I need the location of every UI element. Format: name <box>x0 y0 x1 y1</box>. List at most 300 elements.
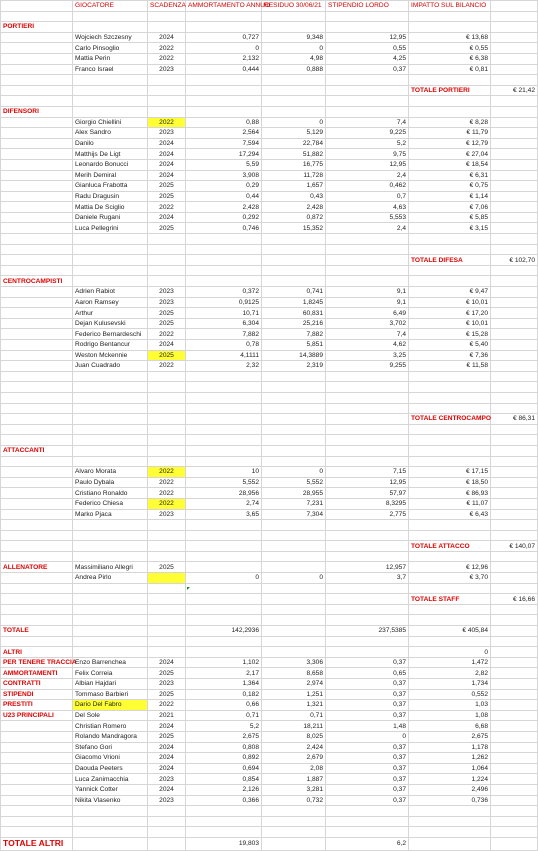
cell[interactable]: € 11,58 <box>409 361 491 372</box>
cell[interactable] <box>1 615 73 626</box>
cell[interactable]: 2024 <box>148 784 186 795</box>
cell[interactable] <box>491 382 538 393</box>
cell[interactable] <box>491 64 538 75</box>
cell[interactable] <box>73 541 148 552</box>
cell[interactable]: 0 <box>326 731 409 742</box>
cell[interactable] <box>1 477 73 488</box>
cell[interactable]: 2024 <box>148 721 186 732</box>
cell[interactable]: 0,888 <box>262 64 326 75</box>
cell[interactable] <box>326 827 409 838</box>
cell[interactable] <box>148 583 186 594</box>
cell[interactable] <box>326 22 409 33</box>
cell[interactable]: Matthijs De Ligt <box>73 149 148 160</box>
cell[interactable]: 1,102 <box>186 657 262 668</box>
cell[interactable] <box>1 721 73 732</box>
cell[interactable] <box>409 276 491 287</box>
cell[interactable] <box>326 276 409 287</box>
cell[interactable] <box>148 371 186 382</box>
cell[interactable]: Franco Israel <box>73 64 148 75</box>
cell[interactable]: 0,732 <box>262 795 326 806</box>
cell[interactable]: Gianluca Frabotta <box>73 181 148 192</box>
cell[interactable]: ATTACCANTI <box>1 445 73 456</box>
cell[interactable]: 2024 <box>148 159 186 170</box>
cell[interactable] <box>73 85 148 96</box>
cell[interactable]: 0 <box>262 467 326 478</box>
cell[interactable]: Felix Correia <box>73 668 148 679</box>
cell[interactable] <box>491 573 538 584</box>
cell[interactable]: 11,728 <box>262 170 326 181</box>
cell[interactable] <box>1 255 73 266</box>
cell[interactable] <box>491 456 538 467</box>
cell[interactable]: 6,68 <box>409 721 491 732</box>
cell[interactable]: 8,658 <box>262 668 326 679</box>
cell[interactable] <box>409 22 491 33</box>
cell[interactable]: CONTRATTI <box>1 679 73 690</box>
cell[interactable] <box>491 22 538 33</box>
cell[interactable] <box>326 234 409 245</box>
cell[interactable] <box>186 530 262 541</box>
cell[interactable] <box>1 308 73 319</box>
cell[interactable] <box>186 445 262 456</box>
cell[interactable]: Rodrigo Bentancur <box>73 340 148 351</box>
cell[interactable]: 2,679 <box>262 753 326 764</box>
cell[interactable] <box>186 403 262 414</box>
cell[interactable]: 60,831 <box>262 308 326 319</box>
cell[interactable]: Leonardo Bonucci <box>73 159 148 170</box>
cell[interactable]: 7,231 <box>262 498 326 509</box>
cell[interactable] <box>73 403 148 414</box>
cell[interactable]: Massimiliano Allegri <box>73 562 148 573</box>
cell[interactable]: 7,882 <box>186 329 262 340</box>
cell[interactable] <box>326 244 409 255</box>
cell[interactable] <box>491 202 538 213</box>
cell[interactable]: 0,37 <box>326 64 409 75</box>
cell[interactable] <box>73 382 148 393</box>
cell[interactable]: 2024 <box>148 212 186 223</box>
cell[interactable]: € 11,07 <box>409 498 491 509</box>
cell[interactable] <box>491 774 538 785</box>
cell[interactable] <box>186 234 262 245</box>
cell[interactable] <box>1 816 73 827</box>
cell[interactable]: 0,808 <box>186 742 262 753</box>
cell[interactable]: 0,736 <box>409 795 491 806</box>
cell[interactable]: € 21,42 <box>491 85 538 96</box>
cell[interactable] <box>73 827 148 838</box>
cell[interactable] <box>491 731 538 742</box>
cell[interactable]: Yannick Cotter <box>73 784 148 795</box>
cell[interactable] <box>491 784 538 795</box>
cell[interactable]: 0,71 <box>262 710 326 721</box>
cell[interactable] <box>491 244 538 255</box>
cell[interactable] <box>148 382 186 393</box>
cell[interactable]: 0,892 <box>186 753 262 764</box>
cell[interactable] <box>326 392 409 403</box>
cell[interactable]: 10,71 <box>186 308 262 319</box>
cell[interactable]: 2025 <box>148 350 186 361</box>
cell[interactable]: 2,675 <box>409 731 491 742</box>
cell[interactable]: 7,4 <box>326 117 409 128</box>
cell[interactable] <box>326 520 409 531</box>
cell[interactable]: Alvaro Morata <box>73 467 148 478</box>
cell[interactable] <box>491 75 538 86</box>
cell[interactable]: 12,95 <box>326 477 409 488</box>
column-header[interactable] <box>491 1 538 12</box>
cell[interactable] <box>491 467 538 478</box>
cell[interactable] <box>262 541 326 552</box>
cell[interactable]: 2,82 <box>409 668 491 679</box>
cell[interactable]: 9,348 <box>262 32 326 43</box>
cell[interactable] <box>186 816 262 827</box>
cell[interactable]: 9,1 <box>326 297 409 308</box>
cell[interactable]: STIPENDI <box>1 689 73 700</box>
cell[interactable]: 2,496 <box>409 784 491 795</box>
cell[interactable] <box>1 297 73 308</box>
cell[interactable]: 2023 <box>148 509 186 520</box>
cell[interactable] <box>491 806 538 817</box>
cell[interactable] <box>491 212 538 223</box>
cell[interactable] <box>1 806 73 817</box>
cell[interactable] <box>1 435 73 446</box>
cell[interactable] <box>409 403 491 414</box>
cell[interactable] <box>73 551 148 562</box>
cell[interactable] <box>1 424 73 435</box>
cell[interactable] <box>326 106 409 117</box>
cell[interactable]: Juan Cuadrado <box>73 361 148 372</box>
cell[interactable]: 2023 <box>148 128 186 139</box>
cell[interactable]: 7,4 <box>326 329 409 340</box>
cell[interactable] <box>409 456 491 467</box>
cell[interactable] <box>491 392 538 403</box>
cell[interactable]: 2023 <box>148 774 186 785</box>
cell[interactable] <box>491 11 538 22</box>
cell[interactable] <box>491 477 538 488</box>
cell[interactable]: 5,552 <box>186 477 262 488</box>
cell[interactable]: Wojciech Szczesny <box>73 32 148 43</box>
cell[interactable] <box>186 11 262 22</box>
cell[interactable]: € 0,75 <box>409 181 491 192</box>
cell[interactable] <box>1 138 73 149</box>
cell[interactable]: Albian Hajdari <box>73 679 148 690</box>
cell[interactable]: € 17,20 <box>409 308 491 319</box>
cell[interactable] <box>491 837 538 850</box>
cell[interactable] <box>1 11 73 22</box>
cell[interactable] <box>409 636 491 647</box>
cell[interactable] <box>326 541 409 552</box>
cell[interactable] <box>148 403 186 414</box>
cell[interactable] <box>186 551 262 562</box>
cell[interactable]: Alex Sandro <box>73 128 148 139</box>
cell[interactable] <box>262 647 326 658</box>
cell[interactable]: DIFENSORI <box>1 106 73 117</box>
cell[interactable]: 142,2936 <box>186 626 262 637</box>
cell[interactable] <box>491 583 538 594</box>
cell[interactable]: 2023 <box>148 679 186 690</box>
cell[interactable]: 0,78 <box>186 340 262 351</box>
cell[interactable]: 3,7 <box>326 573 409 584</box>
cell[interactable]: 5,553 <box>326 212 409 223</box>
cell[interactable]: 12,95 <box>326 159 409 170</box>
cell[interactable] <box>186 615 262 626</box>
cell[interactable] <box>491 340 538 351</box>
cell[interactable]: Federico Bernardeschi <box>73 329 148 340</box>
cell[interactable] <box>1 604 73 615</box>
cell[interactable] <box>73 75 148 86</box>
cell[interactable] <box>262 234 326 245</box>
cell[interactable]: 0,182 <box>186 689 262 700</box>
cell[interactable] <box>73 22 148 33</box>
cell[interactable]: 2,32 <box>186 361 262 372</box>
cell[interactable] <box>148 424 186 435</box>
cell[interactable] <box>73 244 148 255</box>
cell[interactable]: 7,304 <box>262 509 326 520</box>
cell[interactable] <box>262 22 326 33</box>
cell[interactable] <box>186 562 262 573</box>
cell[interactable] <box>186 265 262 276</box>
cell[interactable]: € 8,28 <box>409 117 491 128</box>
cell[interactable]: 51,882 <box>262 149 326 160</box>
cell[interactable] <box>409 382 491 393</box>
cell[interactable] <box>73 456 148 467</box>
cell[interactable] <box>262 626 326 637</box>
cell[interactable]: 8,3295 <box>326 498 409 509</box>
cell[interactable] <box>1 488 73 499</box>
cell[interactable]: CENTROCAMPISTI <box>1 276 73 287</box>
cell[interactable]: 2021 <box>148 710 186 721</box>
cell[interactable] <box>148 816 186 827</box>
cell[interactable] <box>148 445 186 456</box>
cell[interactable] <box>262 445 326 456</box>
cell[interactable] <box>186 414 262 425</box>
cell[interactable]: 2024 <box>148 753 186 764</box>
cell[interactable] <box>1 350 73 361</box>
cell[interactable] <box>186 276 262 287</box>
cell[interactable]: Enzo Barrenchea <box>73 657 148 668</box>
cell[interactable]: € 102,70 <box>491 255 538 266</box>
cell[interactable] <box>491 827 538 838</box>
cell[interactable] <box>148 85 186 96</box>
cell[interactable]: 3,65 <box>186 509 262 520</box>
cell[interactable]: € 11,79 <box>409 128 491 139</box>
cell[interactable]: 0,29 <box>186 181 262 192</box>
cell[interactable] <box>262 265 326 276</box>
cell[interactable]: 0,37 <box>326 657 409 668</box>
cell[interactable] <box>326 530 409 541</box>
cell[interactable] <box>1 96 73 107</box>
cell[interactable] <box>73 626 148 637</box>
cell[interactable] <box>186 382 262 393</box>
cell[interactable] <box>186 806 262 817</box>
cell[interactable]: Nikita Vlasenko <box>73 795 148 806</box>
cell[interactable] <box>148 604 186 615</box>
cell[interactable] <box>491 689 538 700</box>
cell[interactable]: 0,37 <box>326 710 409 721</box>
cell[interactable] <box>148 22 186 33</box>
cell[interactable] <box>148 827 186 838</box>
cell[interactable]: PER TENERE TRACCIA <box>1 657 73 668</box>
cell[interactable] <box>326 255 409 266</box>
cell[interactable]: Cristiano Ronaldo <box>73 488 148 499</box>
cell[interactable] <box>262 244 326 255</box>
cell[interactable]: 7,15 <box>326 467 409 478</box>
cell[interactable] <box>1 287 73 298</box>
cell[interactable]: 3,25 <box>326 350 409 361</box>
cell[interactable]: 7,882 <box>262 329 326 340</box>
cell[interactable]: 5,851 <box>262 340 326 351</box>
cell[interactable] <box>409 371 491 382</box>
cell[interactable] <box>148 234 186 245</box>
column-header[interactable] <box>1 1 73 12</box>
cell[interactable]: € 6,43 <box>409 509 491 520</box>
cell[interactable]: 0,9125 <box>186 297 262 308</box>
cell[interactable]: 9,1 <box>326 287 409 298</box>
cell[interactable]: U23 PRINCIPALI <box>1 710 73 721</box>
cell[interactable] <box>491 287 538 298</box>
cell[interactable]: € 140,07 <box>491 541 538 552</box>
cell[interactable] <box>148 276 186 287</box>
cell[interactable]: 9,75 <box>326 149 409 160</box>
cell[interactable]: Andrea Pirlo <box>73 573 148 584</box>
cell[interactable]: € 0,55 <box>409 43 491 54</box>
cell[interactable] <box>262 594 326 605</box>
cell[interactable]: 2024 <box>148 763 186 774</box>
cell[interactable]: Arthur <box>73 308 148 319</box>
cell[interactable]: 1,321 <box>262 700 326 711</box>
cell[interactable] <box>1 318 73 329</box>
cell[interactable] <box>1 731 73 742</box>
cell[interactable] <box>409 234 491 245</box>
cell[interactable] <box>326 414 409 425</box>
cell[interactable]: Luca Pellegrini <box>73 223 148 234</box>
cell[interactable]: 4,25 <box>326 53 409 64</box>
cell[interactable] <box>186 371 262 382</box>
cell[interactable]: PORTIERI <box>1 22 73 33</box>
cell[interactable] <box>1 149 73 160</box>
cell[interactable] <box>491 223 538 234</box>
cell[interactable] <box>326 445 409 456</box>
cell[interactable]: € 5,85 <box>409 212 491 223</box>
cell[interactable] <box>409 615 491 626</box>
cell[interactable] <box>262 435 326 446</box>
cell[interactable] <box>491 329 538 340</box>
cell[interactable] <box>1 329 73 340</box>
cell[interactable] <box>1 64 73 75</box>
cell[interactable]: 2024 <box>148 742 186 753</box>
cell[interactable]: 17,294 <box>186 149 262 160</box>
cell[interactable] <box>73 371 148 382</box>
cell[interactable]: 0,854 <box>186 774 262 785</box>
cell[interactable] <box>1 784 73 795</box>
cell[interactable] <box>148 244 186 255</box>
cell[interactable]: Daouda Peeters <box>73 763 148 774</box>
cell[interactable] <box>148 11 186 22</box>
cell[interactable]: 1,8245 <box>262 297 326 308</box>
cell[interactable] <box>491 181 538 192</box>
cell[interactable] <box>73 837 148 850</box>
cell[interactable]: 0,366 <box>186 795 262 806</box>
cell[interactable] <box>491 371 538 382</box>
cell[interactable] <box>491 626 538 637</box>
cell[interactable] <box>186 594 262 605</box>
cell[interactable] <box>491 795 538 806</box>
cell[interactable]: 2022 <box>148 700 186 711</box>
cell[interactable]: 2,4 <box>326 170 409 181</box>
cell[interactable]: 2025 <box>148 181 186 192</box>
cell[interactable]: 57,97 <box>326 488 409 499</box>
cell[interactable]: 3,702 <box>326 318 409 329</box>
cell[interactable] <box>73 583 148 594</box>
cell[interactable]: € 3,70 <box>409 573 491 584</box>
cell[interactable] <box>326 96 409 107</box>
cell[interactable] <box>1 181 73 192</box>
cell[interactable]: € 15,28 <box>409 329 491 340</box>
cell[interactable] <box>262 816 326 827</box>
cell[interactable]: 2025 <box>148 191 186 202</box>
cell[interactable] <box>1 170 73 181</box>
cell[interactable]: TOTALE <box>1 626 73 637</box>
cell[interactable] <box>186 520 262 531</box>
cell[interactable]: 16,775 <box>262 159 326 170</box>
cell[interactable] <box>148 435 186 446</box>
cell[interactable] <box>148 255 186 266</box>
cell[interactable]: 0 <box>409 647 491 658</box>
cell[interactable]: Giacomo Vrioni <box>73 753 148 764</box>
cell[interactable]: 0 <box>262 43 326 54</box>
cell[interactable] <box>491 43 538 54</box>
cell[interactable] <box>409 445 491 456</box>
cell[interactable] <box>262 11 326 22</box>
cell[interactable]: 2022 <box>148 477 186 488</box>
cell[interactable]: € 9,47 <box>409 287 491 298</box>
cell[interactable] <box>148 456 186 467</box>
cell[interactable]: TOTALE DIFESA <box>409 255 491 266</box>
cell[interactable] <box>409 530 491 541</box>
cell[interactable] <box>186 392 262 403</box>
cell[interactable] <box>148 520 186 531</box>
cell[interactable]: 0,372 <box>186 287 262 298</box>
cell[interactable]: 237,5385 <box>326 626 409 637</box>
cell[interactable] <box>73 255 148 266</box>
column-header[interactable]: IMPATTO SUL BILANCIO <box>409 1 491 12</box>
cell[interactable] <box>491 562 538 573</box>
cell[interactable] <box>148 392 186 403</box>
cell[interactable]: 1,224 <box>409 774 491 785</box>
cell[interactable] <box>326 403 409 414</box>
cell[interactable]: Weston Mckennie <box>73 350 148 361</box>
cell[interactable]: 1,734 <box>409 679 491 690</box>
cell[interactable]: € 86,93 <box>409 488 491 499</box>
cell[interactable] <box>491 551 538 562</box>
cell[interactable] <box>262 392 326 403</box>
cell[interactable] <box>148 530 186 541</box>
cell[interactable]: TOTALE STAFF <box>409 594 491 605</box>
cell[interactable]: € 13,68 <box>409 32 491 43</box>
column-header[interactable]: AMMORTAMENTO ANNUO <box>186 1 262 12</box>
column-header[interactable]: STIPENDIO LORDO <box>326 1 409 12</box>
cell[interactable]: Tommaso Barbieri <box>73 689 148 700</box>
cell[interactable]: 2022 <box>148 53 186 64</box>
cell[interactable]: AMMORTAMENTI <box>1 668 73 679</box>
cell[interactable] <box>1 742 73 753</box>
column-header[interactable]: GIOCATORE <box>73 1 148 12</box>
cell[interactable] <box>262 806 326 817</box>
cell[interactable]: 0,727 <box>186 32 262 43</box>
cell[interactable] <box>491 276 538 287</box>
cell[interactable]: 18,211 <box>262 721 326 732</box>
cell[interactable]: Rolando Mandragora <box>73 731 148 742</box>
cell[interactable]: 2024 <box>148 170 186 181</box>
cell[interactable]: 0,37 <box>326 700 409 711</box>
cell[interactable]: 7,594 <box>186 138 262 149</box>
